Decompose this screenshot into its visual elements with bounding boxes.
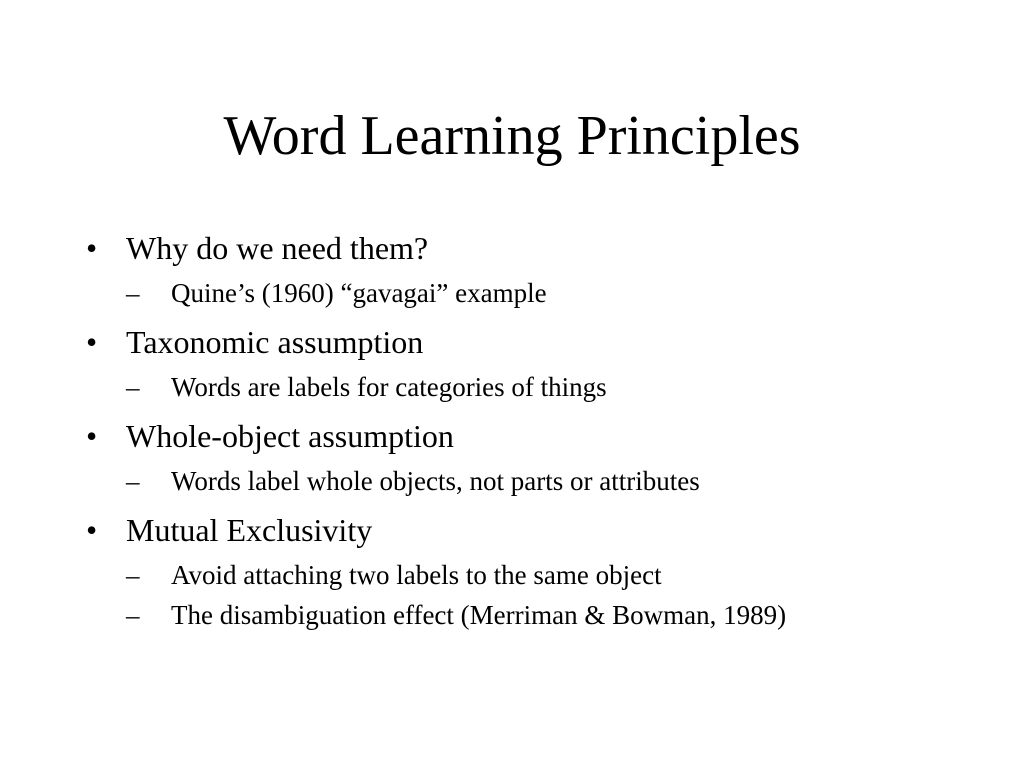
sub-bullet-text: Words are labels for categories of things — [171, 372, 607, 402]
bullet-text: Whole-object assumption — [126, 418, 454, 454]
sub-bullet-text: Quine’s (1960) “gavagai” example — [171, 278, 547, 308]
bullet-item — [86, 416, 886, 456]
bullet-item — [86, 322, 886, 362]
dash-icon: – — [126, 560, 140, 590]
sub-bullet-item — [126, 596, 886, 634]
sub-bullet-text: Avoid attaching two labels to the same object — [171, 560, 662, 590]
sub-bullet-text: Words label whole objects, not parts or attributes — [171, 466, 700, 496]
sub-bullet-item — [126, 274, 886, 312]
sub-bullet-text: The disambiguation effect (Merriman & Bowman, 1989) — [171, 600, 787, 630]
dash-icon: – — [126, 600, 140, 630]
bullet-icon: • — [86, 230, 98, 266]
bullet-icon: • — [86, 418, 98, 454]
sub-bullet-item — [126, 368, 886, 406]
bullet-item — [86, 228, 886, 268]
bullet-item — [86, 510, 886, 550]
sub-bullet-item — [126, 462, 886, 500]
bullet-icon: • — [86, 512, 98, 548]
bullet-text: Why do we need them? — [126, 230, 429, 266]
bullet-icon: • — [86, 324, 98, 360]
bullet-text: Mutual Exclusivity — [126, 512, 373, 548]
dash-icon: – — [126, 466, 140, 496]
bullet-text: Taxonomic assumption — [126, 324, 424, 360]
slide-title: Word Learning Principles — [223, 105, 801, 167]
dash-icon: – — [126, 278, 140, 308]
sub-bullet-item — [126, 556, 886, 594]
bullet-list — [86, 228, 886, 644]
dash-icon: – — [126, 372, 140, 402]
